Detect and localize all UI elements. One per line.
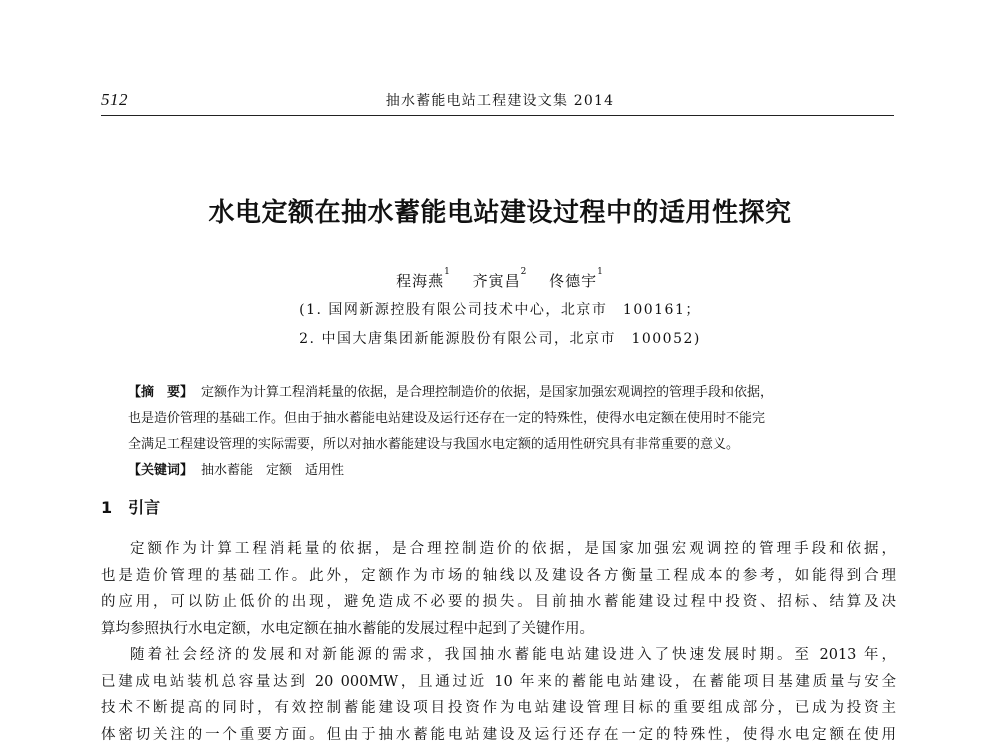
section-number: 1 [101, 498, 113, 517]
abstract-line: 【摘 要】 定额作为计算工程消耗量的依据，是合理控制造价的依据，是国家加强宏观调控的管理手段和依据， [128, 385, 774, 400]
paragraph-line: 定额作为计算工程消耗量的依据，是合理控制造价的依据，是国家加强宏观调控的管理手段和依据， [130, 541, 896, 557]
paragraph-line: 已建成电站装机总容量达到 20 000MW，且通过近 10 年来的蓄能电站建设，在蓄能项目基建质量与安全 [101, 673, 896, 690]
paragraph-line: 体密切关注的一个重要方面。但由于抽水蓄能电站建设及运行还存在一定的特殊性，使得水电定额在使用 [101, 726, 896, 743]
author-list [300, 267, 700, 291]
affiliation-2: 2. 中国大唐集团新能源股份有限公司，北京市 100052) [299, 331, 701, 347]
abstract-line: 也是造价管理的基础工作。但由于抽水蓄能电站建设及运行还存在一定的特殊性，使得水电定额在使用时不能完 [128, 411, 766, 426]
paragraph-line: 的应用，可以防止低价的出现，避免造成不必要的损失。目前抽水蓄能建设过程中投资、招标、结算及决 [101, 594, 896, 610]
author-affiliation-mark: 1 [597, 267, 604, 277]
paragraph-line: 算均参照执行水电定额，水电定额在抽水蓄能的发展过程中起到了关键作用。 [101, 620, 594, 637]
author-name: 齐寅昌$^2$ [472, 267, 528, 290]
keywords-line [128, 458, 888, 484]
abstract-block [128, 380, 888, 484]
paragraph-line: 技术不断提高的同时，有效控制蓄能建设项目投资作为电站建设管理目标的重要组成部分，已成为投资主 [101, 700, 896, 716]
header-rule [101, 115, 894, 116]
keywords-label: 【关键词】 [128, 463, 194, 478]
paragraph-line: 随着社会经济的发展和对新能源的需求，我国抽水蓄能电站建设进入了快速发展时期。至 2013 年， [130, 647, 896, 663]
section-title: 引言 [128, 498, 161, 517]
paper-title: 水电定额在抽水蓄能电站建设过程中的适用性探究 [208, 198, 792, 228]
author-name: 程海燕$^1$ [396, 267, 451, 290]
running-header: 抽水蓄能电站工程建设文集 2014 [385, 93, 615, 109]
author-affiliation-mark: 1 [444, 267, 451, 277]
affiliation-1: (1. 国网新源控股有限公司技术中心，北京市 100161； [299, 302, 701, 318]
body-text [101, 536, 896, 746]
author-affiliation-mark: 2 [520, 267, 528, 277]
page-number: 512 [101, 90, 128, 109]
abstract-line: 全满足工程建设管理的实际需要，所以对抽水蓄能建设与我国水电定额的适用性研究具有非常重要的意义。 [128, 437, 740, 452]
author-name: 佟德宇$^1$ [549, 267, 604, 290]
paragraph-line: 也是造价管理的基础工作。此外，定额作为市场的轴线以及建设各方衡量工程成本的参考，如能得到合理 [101, 567, 896, 584]
section-heading [101, 495, 160, 518]
keywords: 抽水蓄能 定额 适用性 [201, 463, 345, 478]
abstract-label: 【摘 要】 [128, 385, 194, 400]
